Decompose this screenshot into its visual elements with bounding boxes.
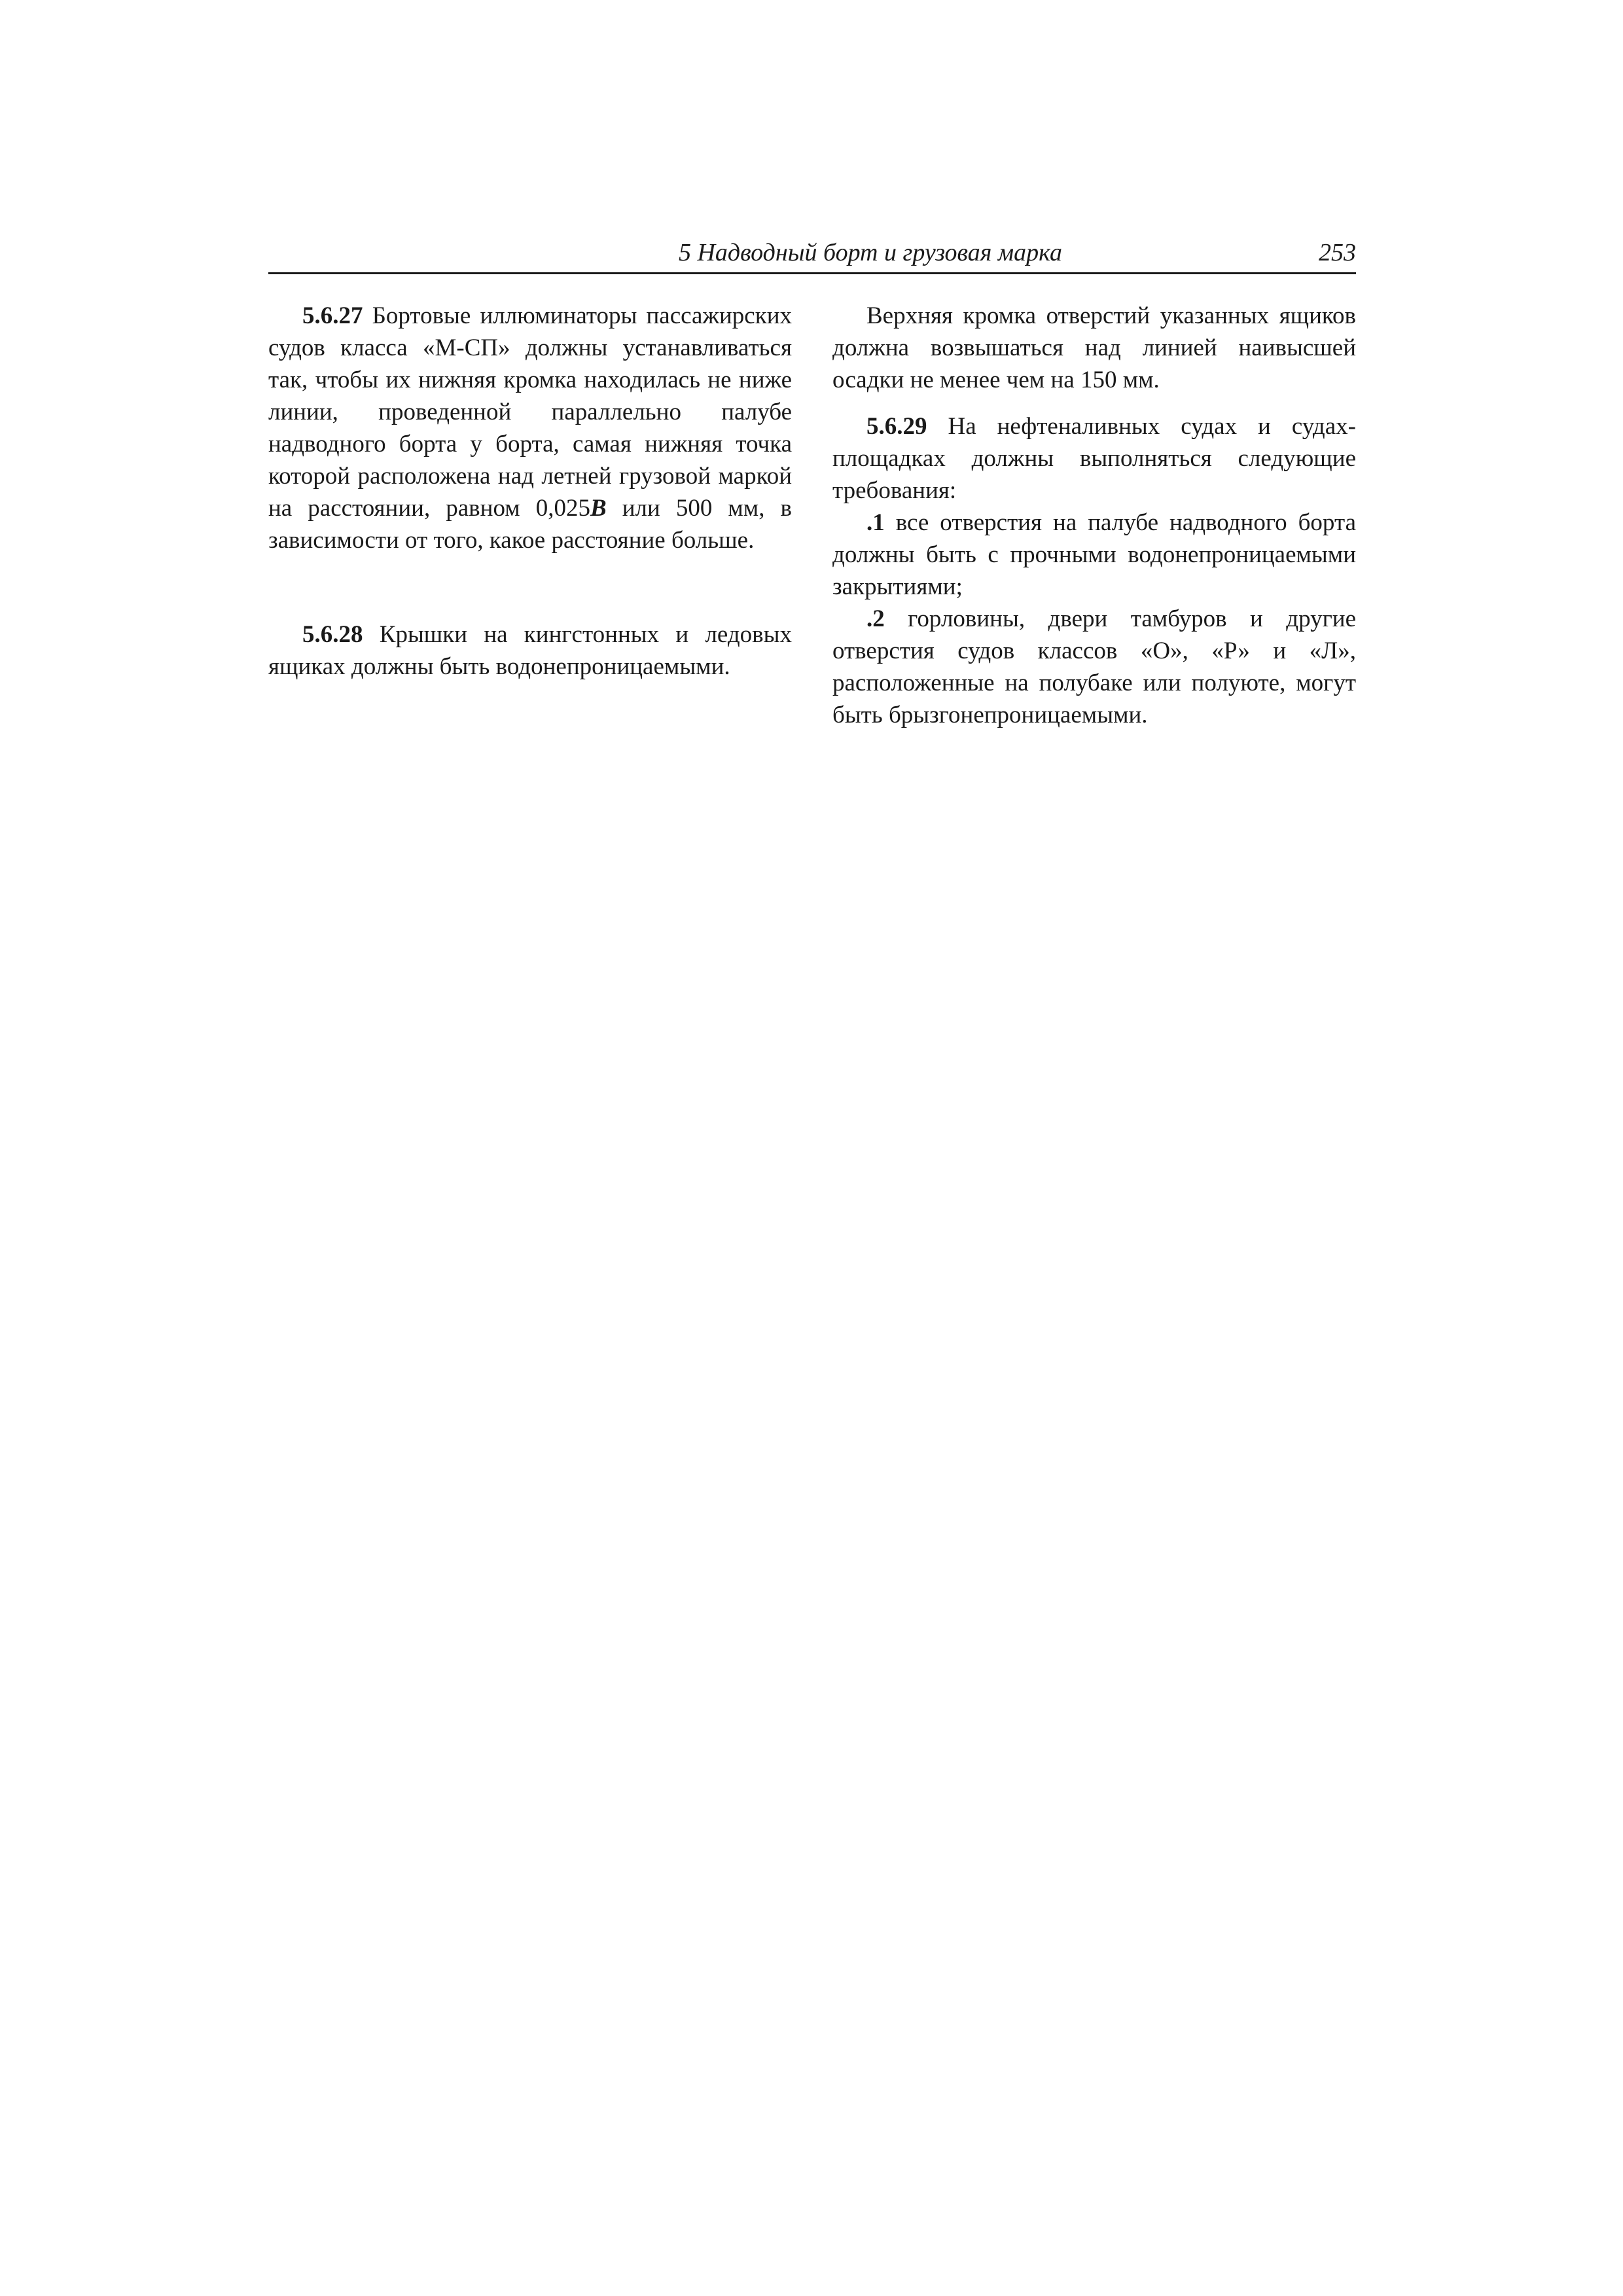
clause-number: 5.6.28 bbox=[302, 621, 363, 648]
left-column bbox=[268, 300, 792, 683]
clause-number: 5.6.29 bbox=[866, 413, 927, 440]
list-item-2 bbox=[832, 603, 1356, 731]
item-text: горловины, двери тамбуров и другие отверстия судов классов «О», «Р» и «Л», расположенные на полубаке или полуюте, могут быть брызгонепроницаемыми. bbox=[832, 605, 1356, 728]
paragraph-text: Верхняя кромка отверстий указанных ящиков должна возвышаться над линией наивысшей осадки не менее чем на 150 мм. bbox=[832, 302, 1356, 393]
paragraph-text: Крышки на кингстонных и ледовых ящиках должны быть водонепроницаемыми. bbox=[268, 621, 792, 680]
page-number: 253 bbox=[1319, 239, 1356, 266]
item-text: все отверстия на палубе надводного борта должны быть с прочными водонепроницаемыми закрытиями; bbox=[832, 509, 1356, 600]
item-number: .2 bbox=[866, 605, 885, 632]
paragraph-5-6-28 bbox=[268, 619, 792, 683]
paragraph-5-6-29 bbox=[832, 410, 1356, 507]
paragraph-continuation bbox=[832, 300, 1356, 396]
running-title: 5 Надводный борт и грузовая марка bbox=[678, 239, 1062, 266]
right-column bbox=[832, 300, 1356, 731]
paragraph-5-6-27 bbox=[268, 300, 792, 556]
item-number: .1 bbox=[866, 509, 885, 536]
paragraph-text: На нефтеналивных судах и судах-площадках должны выполняться следующие требования: bbox=[832, 413, 1356, 504]
list-item-1 bbox=[832, 507, 1356, 603]
paragraph-text: или 500 мм, в зависимости от того, какое расстояние больше. bbox=[268, 495, 792, 554]
paragraph-text: Бортовые иллюминаторы пассажирских судов класса «М-СП» должны устанавливаться так, чтобы их нижняя кромка находилась не ниже линии, проведенной параллельно палубе надводного борта у борта, самая нижняя точка которой расположена над летней грузовой маркой на расстоянии, равном 0,025 bbox=[268, 302, 792, 522]
clause-number: 5.6.27 bbox=[302, 302, 363, 329]
page-header bbox=[268, 236, 1356, 274]
variable-symbol: B bbox=[590, 495, 607, 522]
